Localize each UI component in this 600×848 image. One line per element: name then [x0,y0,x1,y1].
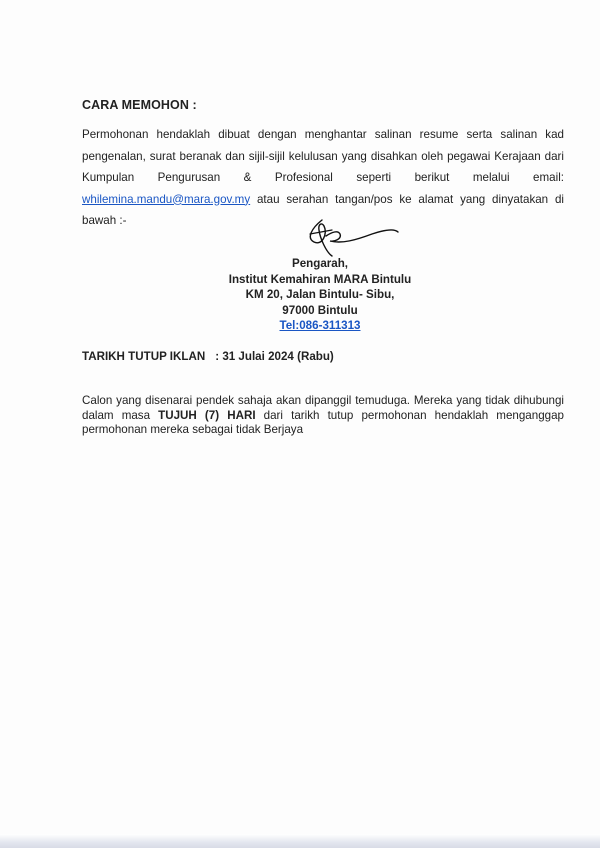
apply-text-after-email: atau serahan tangan/pos ke alamat yang dinyatakan di bawah :- [82,192,564,227]
address-street: KM 20, Jalan Bintulu- Sibu, [245,288,395,301]
closing-date-label: TARIKH TUTUP IKLAN [82,350,206,363]
notice-text-after: dari tarikh tutup permohonan hendaklah menganggap permohonan mereka sebagai tidak Berjaya [82,408,564,436]
address-institute: Institut Kemahiran MARA Bintulu [228,272,412,286]
address-title: Pengarah, [291,257,349,270]
signature-image [292,214,402,260]
closing-date-value: : 31 Julai 2024 (Rabu) [215,350,334,363]
telephone-link[interactable]: Tel:086-311313 [279,319,361,332]
page-bottom-edge [0,834,600,848]
apply-text-before-email: Permohonan hendaklah dibuat dengan menghantar salinan resume serta salinan kad pengenalan, surat beranak dan sijil-sijil kelulusan yang disahkan oleh pegawai Kerajaan dari Kumpulan Pengurusan & Profesional seperti berikut melalui email: [82,128,564,184]
section-heading-apply: CARA MEMOHON : [82,98,197,112]
address-city: 97000 Bintulu [282,303,358,317]
notice-text-bold: TUJUH (7) HARI [158,408,256,422]
notice-paragraph [82,394,564,438]
closing-date-row [82,350,334,363]
notice-text-before: Calon yang disenarai pendek sahaja akan dipanggil temuduga. Mereka yang tidak dihubungi dalam masa [82,394,564,422]
address-block [180,256,460,334]
email-link[interactable]: whilemina.mandu@mara.gov.my [82,192,251,206]
